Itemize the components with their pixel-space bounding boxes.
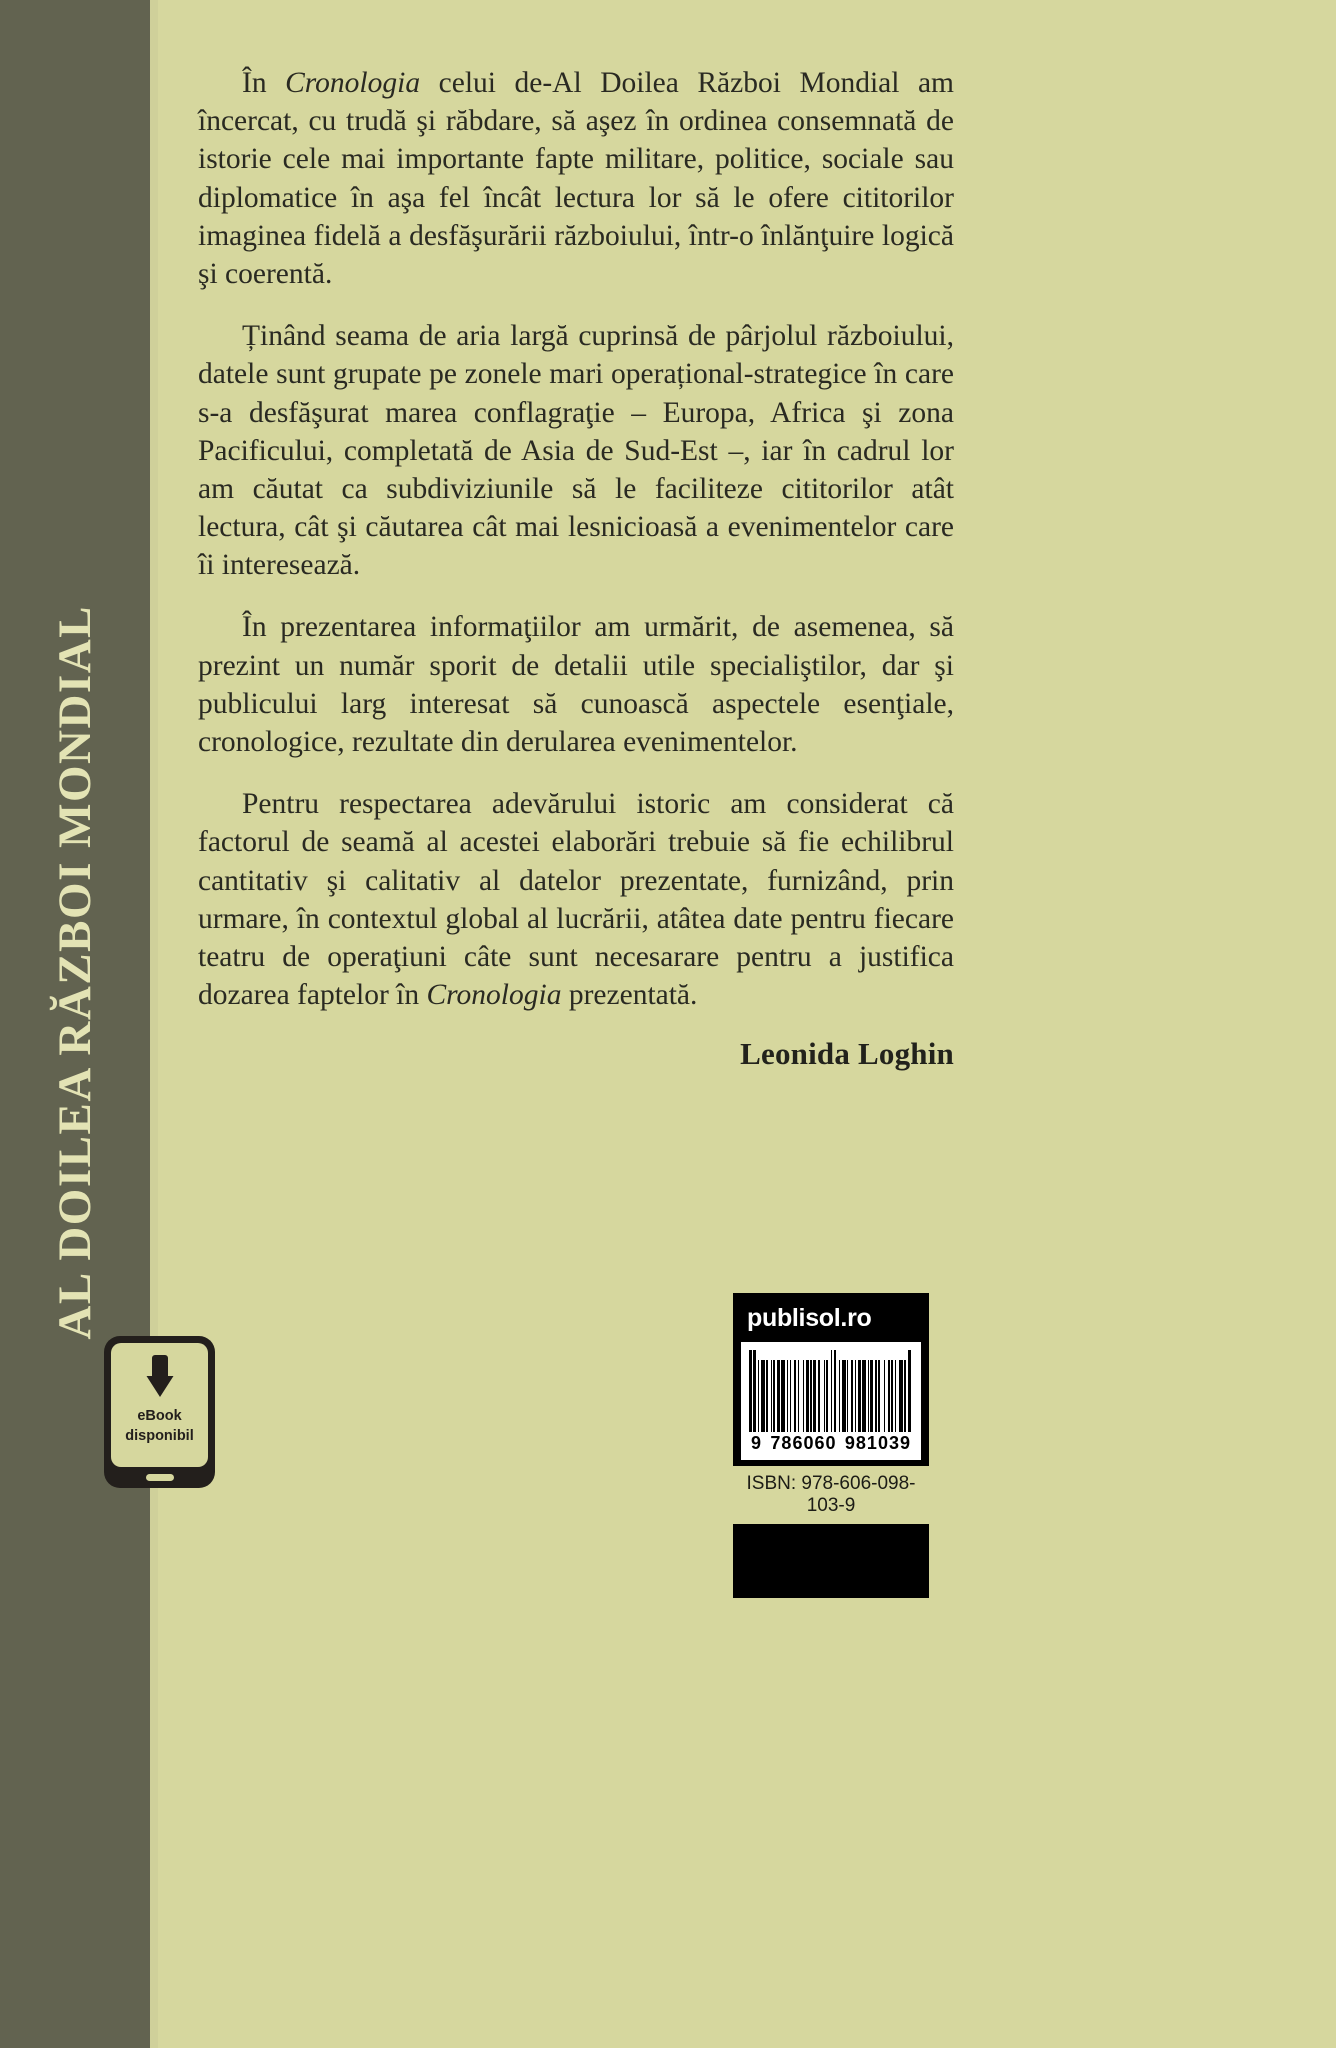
ean13-digits-left: 786060 bbox=[770, 1433, 837, 1453]
ean13-bars bbox=[749, 1350, 913, 1432]
download-arrow-icon bbox=[145, 1353, 175, 1399]
spine-title-text: AL DOILEA RĂZBOI MONDIAL bbox=[48, 605, 101, 1340]
ebook-label-line1: eBook bbox=[137, 1408, 182, 1424]
blurb-paragraph-1 bbox=[198, 64, 954, 293]
ean13-digits-right: 981039 bbox=[844, 1433, 911, 1453]
paragraph-4-rest: prezentată. bbox=[561, 979, 698, 1012]
spine-divider bbox=[150, 0, 158, 2048]
paragraph-1-italic: Cronologia bbox=[285, 67, 421, 99]
paragraph-2-lead: Ținând seama de aria largă cuprinsă de pârjolul războiului, datele sunt grupate pe zonele mari operațional-strategice în care s-a desfăşurat marea conflagraţie – Europa, Africa şi zona Pacificului, completată de Asia de Sud-Est –, iar în cadrul lor am căutat ca subdiviziunile să le faciliteze cititorilor atât lectura, cât şi căutarea cât mai lesnicioasă a evenimentelor care îi interesează. bbox=[198, 320, 954, 582]
paragraph-3-lead: În prezentarea informaţiilor am urmărit, de asemenea, să prezint un număr sporit de detalii utile specialiştilor, dar şi publicului larg interesat să cunoască aspectele esenţiale, cronologice, rezultate din derularea evenimentelor. bbox=[198, 611, 954, 758]
blurb-paragraph-3 bbox=[198, 608, 954, 761]
phone-home-button bbox=[146, 1474, 174, 1481]
barcode-block-footer bbox=[733, 1524, 929, 1598]
paragraph-4-lead: Pentru respectarea adevărului istoric am considerat că factorul de seamă al acestei elaborări trebuie să fie echilibrul cantitativ şi calitativ al datelor prezentate, furnizând, prin urmare, în contextul global al lucrării, atâtea date pentru fiecare teatru de operaţiuni câte sunt necesarare pentru a justifica dozarea faptelor în bbox=[198, 788, 954, 1012]
ebook-badge-labels bbox=[125, 1407, 193, 1446]
paragraph-4-italic: Cronologia bbox=[426, 979, 562, 1012]
paragraph-1-lead: În bbox=[242, 67, 286, 99]
blurb-paragraph-4 bbox=[198, 785, 954, 1014]
paragraph-1-rest: celui de-Al Doilea Război Mondial am încercat, cu trudă şi răbdare, să aşez în ordinea consemnată de istorie cele mai importante fapte militare, politice, sociale sau diplomatice în aşa fel încât lectura lor să le ofere cititorilor imaginea fidelă a desfăşurării războiului, într-o înlănţuire logică şi coerentă. bbox=[198, 67, 955, 290]
ebook-available-badge bbox=[104, 1336, 215, 1488]
blurb-paragraph-2 bbox=[198, 317, 954, 584]
ean13-digit-lead: 9 bbox=[751, 1433, 763, 1453]
barcode-bar bbox=[911, 1350, 912, 1432]
ebook-badge-screen bbox=[111, 1343, 208, 1467]
ean13-digits bbox=[749, 1432, 913, 1456]
barcode-block bbox=[733, 1293, 929, 1598]
spine-title bbox=[0, 0, 150, 1340]
publisher-label: publisol.ro bbox=[747, 1304, 872, 1332]
barcode-area bbox=[741, 1342, 921, 1460]
author-signature: Leonida Loghin bbox=[740, 1036, 954, 1072]
isbn-label: ISBN: 978-606-098-103-9 bbox=[733, 1466, 929, 1524]
blurb-text bbox=[198, 64, 954, 1072]
ebook-label-line2: disponibil bbox=[125, 1427, 194, 1444]
